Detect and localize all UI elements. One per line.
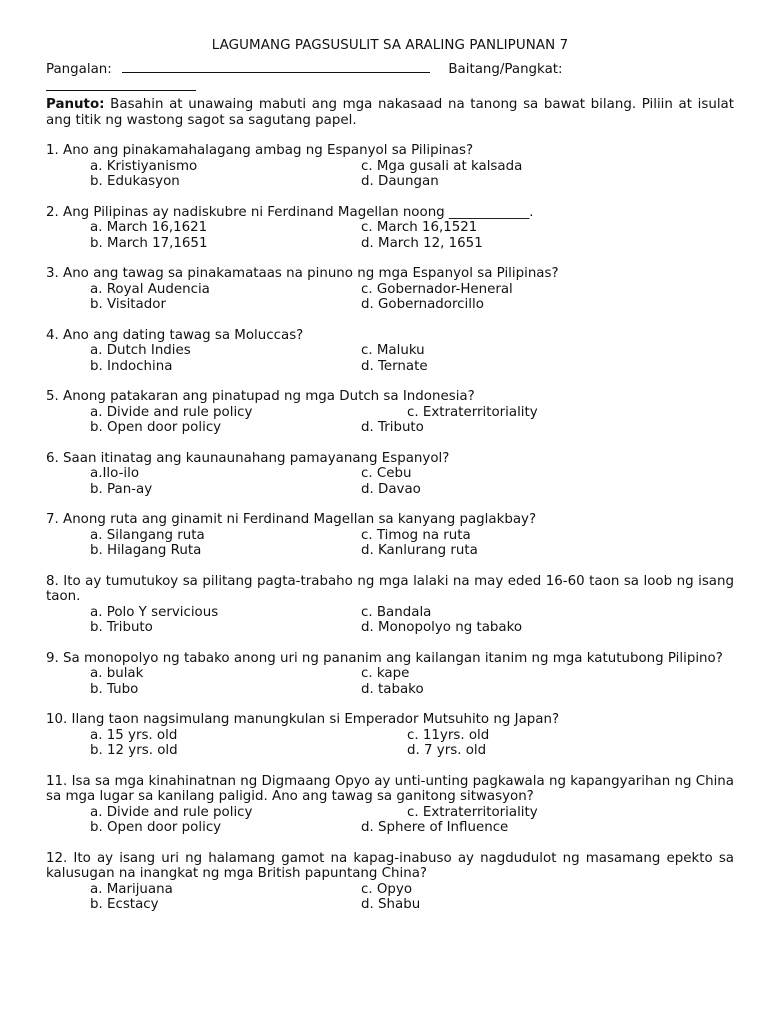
choice-b: b. Tubo bbox=[90, 681, 139, 697]
question-text: 6. Saan itinatag ang kaunaunahang pamayanang Espanyol? bbox=[46, 450, 450, 466]
choice-d: d. Davao bbox=[361, 481, 421, 497]
name-section-row bbox=[46, 59, 734, 79]
name-blank-line bbox=[122, 59, 430, 73]
question-5 bbox=[46, 389, 734, 436]
section-label: Baitang/Pangkat: bbox=[448, 62, 563, 77]
choices bbox=[46, 405, 734, 436]
question-9 bbox=[46, 651, 734, 698]
choices bbox=[46, 528, 734, 559]
choice-b: b. Open door policy bbox=[90, 420, 222, 435]
question-text: 3. Ano ang tawag sa pinakamataas na pinuno ng mga Espanyol sa Pilipinas? bbox=[46, 266, 559, 281]
choice-a: a. Polo Y servicious bbox=[90, 604, 219, 620]
choice-b: b. 12 yrs. old bbox=[90, 743, 178, 758]
choice-b: b. Indochina bbox=[90, 358, 173, 374]
question-text: 1. Ano ang pinakamahalagang ambag ng Espanyol sa Pilipinas? bbox=[46, 143, 474, 158]
choice-d: d. Sphere of Influence bbox=[361, 820, 509, 835]
choices bbox=[46, 728, 734, 759]
question-text: 12. Ito ay isang uri ng halamang gamot na kapag-inabuso ay nagdudulot ng masamang epekto sa kalusugan na inangkat ng mga British papuntang China? bbox=[46, 850, 734, 881]
choice-a: a. Marijuana bbox=[90, 881, 173, 897]
choice-a: a. Divide and rule policy bbox=[90, 804, 253, 820]
choice-c: c. 11yrs. old bbox=[407, 727, 490, 743]
choices bbox=[46, 605, 734, 636]
choice-d: d. March 12, 1651 bbox=[361, 235, 483, 251]
choice-d: d. Monopolyo ng tabako bbox=[361, 620, 523, 635]
choice-c: c. Opyo bbox=[361, 881, 413, 897]
choice-d: d. Kanlurang ruta bbox=[361, 543, 478, 558]
question-text: 2. Ang Pilipinas ay nadiskubre ni Ferdinand Magellan noong ____________. bbox=[46, 204, 534, 220]
choice-d: d. tabako bbox=[361, 681, 424, 697]
question-text: 5. Anong patakaran ang pinatupad ng mga Dutch sa Indonesia? bbox=[46, 389, 475, 404]
choice-d: d. Daungan bbox=[361, 174, 439, 189]
question-text: 10. Ilang taon nagsimulang manungkulan si Emperador Mutsuhito ng Japan? bbox=[46, 712, 560, 727]
choice-b: b. Ecstacy bbox=[90, 897, 159, 912]
choice-a: a. 15 yrs. old bbox=[90, 727, 178, 743]
choices bbox=[46, 666, 734, 697]
question-6 bbox=[46, 451, 734, 498]
question-text: 4. Ano ang dating tawag sa Moluccas? bbox=[46, 327, 304, 343]
question-3 bbox=[46, 266, 734, 313]
page-title: LAGUMANG PAGSUSULIT SA ARALING PANLIPUNAN 7 bbox=[211, 38, 569, 53]
choice-c: c. Extraterritoriality bbox=[407, 804, 538, 820]
choice-b: b. Pan-ay bbox=[90, 481, 153, 497]
choices bbox=[46, 159, 734, 190]
choice-d: d. Shabu bbox=[361, 897, 421, 912]
choice-d: d. Tributo bbox=[361, 420, 424, 435]
instructions bbox=[46, 97, 734, 128]
question-1 bbox=[46, 143, 734, 190]
question-text: 9. Sa monopolyo ng tabako anong uri ng pananim ang kailangan itanim ng mga katutubong Pilipino? bbox=[46, 650, 723, 666]
choices bbox=[46, 220, 734, 251]
choices bbox=[46, 882, 734, 913]
choice-c: c. March 16,1521 bbox=[361, 220, 478, 235]
choice-d: d. 7 yrs. old bbox=[407, 743, 487, 758]
choice-a: a. Divide and rule policy bbox=[90, 404, 253, 420]
choice-c: c. Cebu bbox=[361, 466, 412, 481]
instructions-label: Panuto: bbox=[46, 97, 105, 112]
choice-c: c. Mga gusali at kalsada bbox=[361, 158, 523, 174]
question-8 bbox=[46, 574, 734, 636]
question-text: 8. Ito ay tumutukoy sa pilitang pagta-trabaho ng mga lalaki na may eded 16-60 taon sa loob ng isang taon. bbox=[46, 573, 734, 604]
instructions-text: Basahin at unawaing mabuti ang mga nakasaad na tanong sa bawat bilang. Piliin at isulat ang titik ng wastong sagot sa sagutang papel. bbox=[46, 97, 734, 128]
choice-a: a. Kristiyanismo bbox=[90, 158, 198, 174]
choice-c: c. Gobernador-Heneral bbox=[361, 281, 513, 297]
question-text: 11. Isa sa mga kinahinatnan ng Digmaang Opyo ay unti-unting pagkawala ng kapangyarihan ng China sa mga lugar sa kanilang paligid. Ano ang tawag sa ganitong sitwasyon? bbox=[46, 773, 734, 804]
choice-a: a. Royal Audencia bbox=[90, 281, 210, 297]
choice-c: c. Timog na ruta bbox=[361, 527, 471, 543]
question-text: 7. Anong ruta ang ginamit ni Ferdinand Magellan sa kanyang paglakbay? bbox=[46, 512, 537, 527]
choice-a: a. bulak bbox=[90, 666, 144, 681]
question-10 bbox=[46, 712, 734, 759]
question-11 bbox=[46, 774, 734, 836]
question-12 bbox=[46, 851, 734, 913]
choice-b: b. Hilagang Ruta bbox=[90, 543, 202, 558]
quiz-page bbox=[46, 37, 734, 913]
choices bbox=[46, 343, 734, 374]
choice-a: a. March 16,1621 bbox=[90, 220, 208, 235]
choice-a: a. Silangang ruta bbox=[90, 527, 205, 543]
choices bbox=[46, 805, 734, 836]
choice-c: c. Maluku bbox=[361, 343, 425, 358]
choice-b: b. Edukasyon bbox=[90, 174, 180, 189]
choices bbox=[46, 466, 734, 497]
choice-c: c. Extraterritoriality bbox=[407, 404, 538, 420]
choice-c: c. Bandala bbox=[361, 604, 432, 620]
choice-c: c. kape bbox=[361, 666, 410, 681]
choice-b: b. Tributo bbox=[90, 620, 153, 635]
section-blank-row bbox=[46, 79, 734, 89]
choices bbox=[46, 282, 734, 313]
choice-a: a. Dutch Indies bbox=[90, 343, 191, 358]
question-7 bbox=[46, 512, 734, 559]
question-2 bbox=[46, 205, 734, 252]
choice-d: d. Gobernadorcillo bbox=[361, 297, 484, 312]
choice-b: b. March 17,1651 bbox=[90, 235, 208, 251]
choice-b: b. Open door policy bbox=[90, 820, 222, 835]
name-label: Pangalan: bbox=[46, 62, 112, 77]
choice-d: d. Ternate bbox=[361, 358, 428, 374]
choice-a: a.Ilo-ilo bbox=[90, 466, 140, 481]
choice-b: b. Visitador bbox=[90, 297, 166, 312]
question-4 bbox=[46, 328, 734, 375]
section-blank-line bbox=[46, 86, 196, 91]
